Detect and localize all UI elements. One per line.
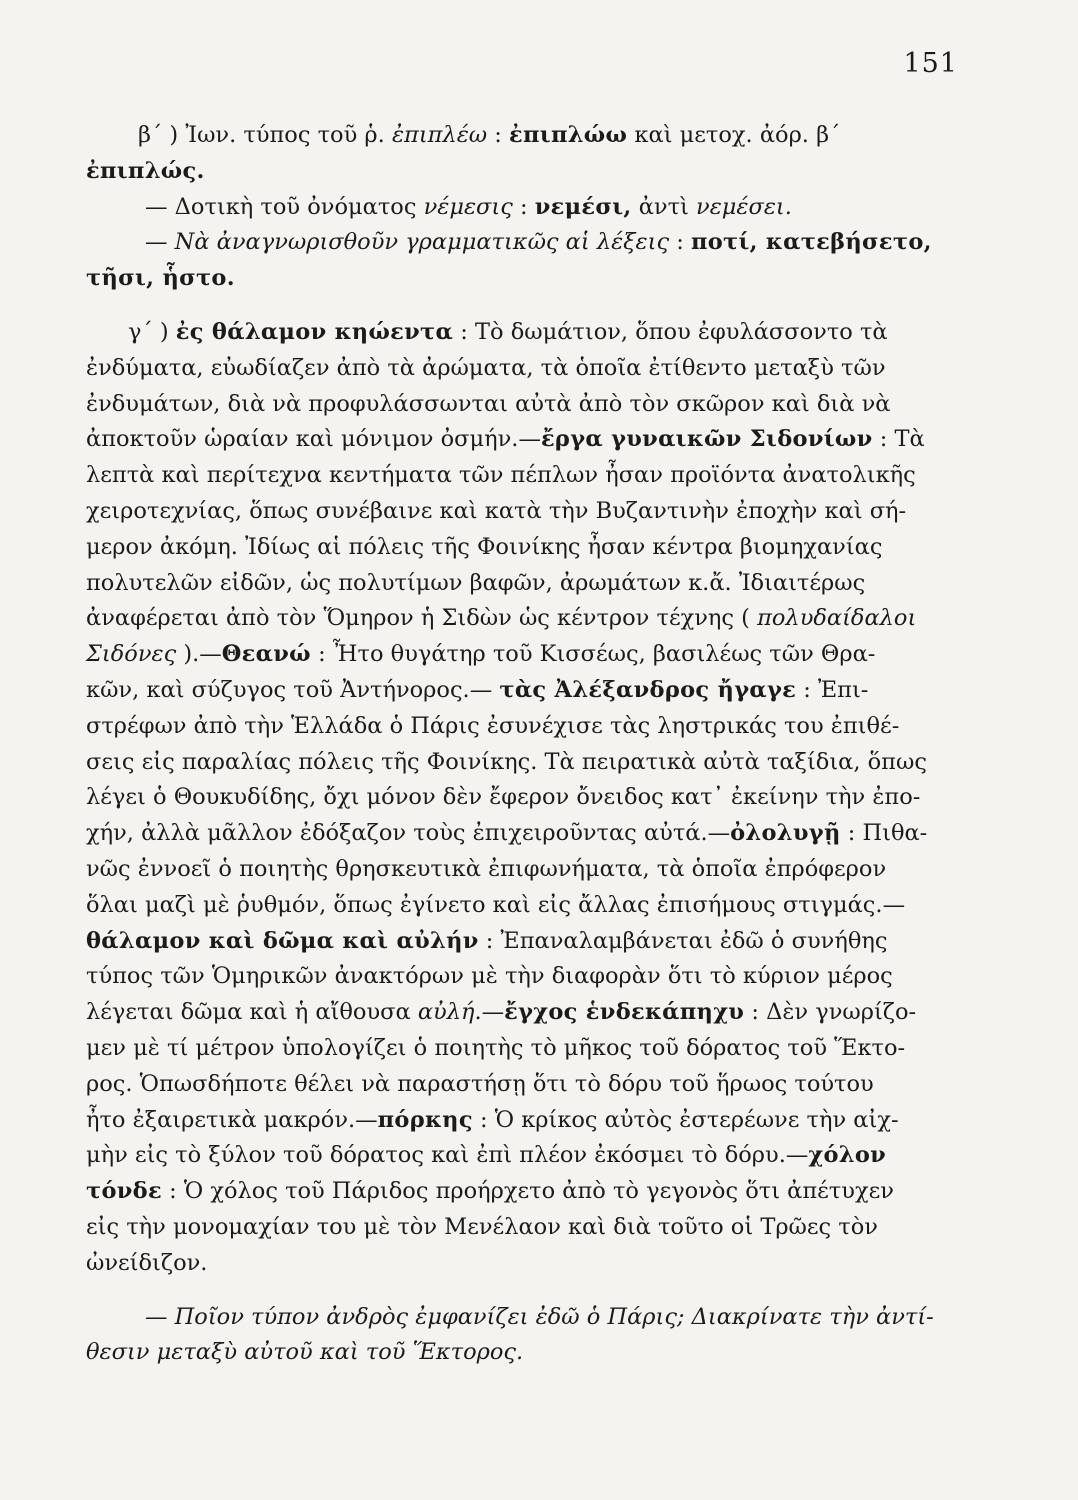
text-line: β΄ ) Ἰων. τύπος τοῦ ῥ. ἐπιπλέω : ἐπιπλώω καὶ μετοχ. ἀόρ. β΄ bbox=[138, 122, 841, 148]
text-line: θάλαμον καὶ δῶμα καὶ αὐλήν : Ἐπαναλαμβάνεται ἐδῶ ὁ συνήθης bbox=[86, 927, 888, 954]
text-line: χειροτεχνίας, ὅπως συνέβαινε καὶ κατὰ τὴν Βυζαντινὴν ἐποχὴν καὶ σή- bbox=[86, 497, 907, 524]
text-line: πολυτελῶν εἰδῶν, ὡς πολυτίμων βαφῶν, ἀρωμάτων κ.ἄ. Ἰδιαιτέρως bbox=[86, 569, 866, 596]
paragraph-gap bbox=[128, 1282, 958, 1300]
text-line: μερον ἀκόμη. Ἰδίως αἱ πόλεις τῆς Φοινίκης ἦσαν κέντρα βιομηχανίας bbox=[86, 533, 883, 560]
text-line: λέγεται δῶμα καὶ ἡ αἴθουσα αὐλή.—ἔγχος ἑνδεκάπηχυ : Δὲν γνωρίζο- bbox=[86, 999, 917, 1026]
text-line: λέγει ὁ Θουκυδίδης, ὄχι μόνον δὲν ἔφερον ὄνειδος κατ᾽ ἐκείνην τὴν ἐπο- bbox=[86, 784, 921, 811]
text-line: σεις εἰς παραλίας πόλεις τῆς Φοινίκης. Τὰ πειρατικὰ αὐτὰ ταξίδια, ὅπως bbox=[86, 748, 927, 775]
text-line: ρος. Ὁπωσδήποτε θέλει νὰ παραστήσῃ ὅτι τὸ δόρυ τοῦ ἥρωος τούτου bbox=[86, 1070, 874, 1097]
text-line: Σιδόνες ).—Θεανώ : Ἦτο θυγάτηρ τοῦ Κισσέως, βασιλέως τῶν Θρα- bbox=[86, 641, 876, 668]
text-line: μὴν εἰς τὸ ξύλον τοῦ δόρατος καὶ ἐπὶ πλέον ἐκόσμει τὸ δόρυ.—χόλον bbox=[86, 1142, 887, 1169]
section-c bbox=[86, 315, 958, 1282]
text-line: λεπτὰ καὶ περίτεχνα κεντήματα τῶν πέπλων ἦσαν προϊόντα ἀνατολικῆς bbox=[86, 462, 916, 489]
text-line: — Δοτικὴ τοῦ ὀνόματος νέμεσις : νεμέσι, ἀντὶ νεμέσει. bbox=[145, 193, 792, 220]
text-line: τύπος τῶν Ὁμηρικῶν ἀνακτόρων μὲ τὴν διαφορὰν ὅτι τὸ κύριον μέρος bbox=[86, 963, 893, 990]
text-line: νῶς ἐννοεῖ ὁ ποιητὴς θρησκευτικὰ ἐπιφωνήματα, τὰ ὁποῖα ἐπρόφερον bbox=[86, 855, 887, 882]
page-number: 151 bbox=[903, 48, 958, 79]
text-line: ἐνδυμάτων, διὰ νὰ προφυλάσσωνται αὐτὰ ἀπὸ τὸν σκῶρον καὶ διὰ νὰ bbox=[86, 390, 891, 417]
question-block bbox=[86, 1300, 958, 1372]
text-line: κῶν, καὶ σύζυγος τοῦ Ἀντήνορος.— τὰς Ἀλέξανδρος ἤγαγε : Ἐπι- bbox=[86, 676, 869, 703]
text-line: — Νὰ ἀναγνωρισθοῦν γραμματικῶς αἱ λέξεις : ποτί, κατεβήσετο, bbox=[145, 229, 932, 256]
text-line: ἐπιπλώς. bbox=[86, 157, 205, 184]
commentary-text bbox=[86, 118, 958, 1371]
paragraph-gap bbox=[128, 297, 958, 315]
section-b bbox=[86, 118, 958, 297]
question-line: — Ποῖον τύπον ἀνδρὸς ἐμφανίζει ἐδῶ ὁ Πάρις; Διακρίνατε τὴν ἀντί- bbox=[145, 1303, 934, 1330]
text-line: ὅλαι μαζὶ μὲ ῥυθμόν, ὅπως ἐγίνετο καὶ εἰς ἄλλας ἐπισήμους στιγμάς.— bbox=[86, 891, 906, 918]
text-line: εἰς τὴν μονομαχίαν του μὲ τὸν Μενέλαον καὶ διὰ τοῦτο οἱ Τρῶες τὸν bbox=[86, 1213, 878, 1240]
text-line: ἀποκτοῦν ὡραίαν καὶ μόνιμον ὀσμήν.—ἔργα γυναικῶν Σιδονίων : Τὰ bbox=[86, 426, 925, 453]
text-line: ἦτο ἐξαιρετικὰ μακρόν.—πόρκης : Ὁ κρίκος αὐτὸς ἐστερέωνε τὴν αἰχ- bbox=[86, 1106, 899, 1133]
text-line: μεν μὲ τί μέτρον ὑπολογίζει ὁ ποιητὴς τὸ μῆκος τοῦ δόρατος τοῦ Ἕκτο- bbox=[86, 1034, 906, 1061]
text-line: τῆσι, ἧστο. bbox=[86, 265, 235, 292]
text-line: τόνδε : Ὁ χόλος τοῦ Πάριδος προήρχετο ἀπὸ τὸ γεγονὸς ὅτι ἀπέτυχεν bbox=[86, 1178, 894, 1205]
text-line: ὠνείδιζον. bbox=[86, 1249, 208, 1276]
text-line: χήν, ἀλλὰ μᾶλλον ἐδόξαζον τοὺς ἐπιχειροῦντας αὐτά.—ὀλολυγῇ : Πιθα- bbox=[86, 820, 928, 847]
text-line: γ΄ ) ἐς θάλαμον κηώεντα : Τὸ δωμάτιον, ὅπου ἐφυλάσσοντο τὰ bbox=[128, 318, 888, 345]
text-line: στρέφων ἀπὸ τὴν Ἑλλάδα ὁ Πάρις ἐσυνέχισε τὰς ληστρικάς του ἐπιθέ- bbox=[86, 712, 900, 739]
text-line: ἐνδύματα, εὐωδίαζεν ἀπὸ τὰ ἀρώματα, τὰ ὁποῖα ἐτίθεντο μεταξὺ τῶν bbox=[86, 354, 886, 381]
question-line: θεσιν μεταξὺ αὐτοῦ καὶ τοῦ Ἕκτορος. bbox=[86, 1339, 524, 1366]
text-line: ἀναφέρεται ἀπὸ τὸν Ὅμηρον ἡ Σιδὼν ὡς κέντρον τέχνης ( πολυδαίδαλοι bbox=[86, 605, 917, 632]
